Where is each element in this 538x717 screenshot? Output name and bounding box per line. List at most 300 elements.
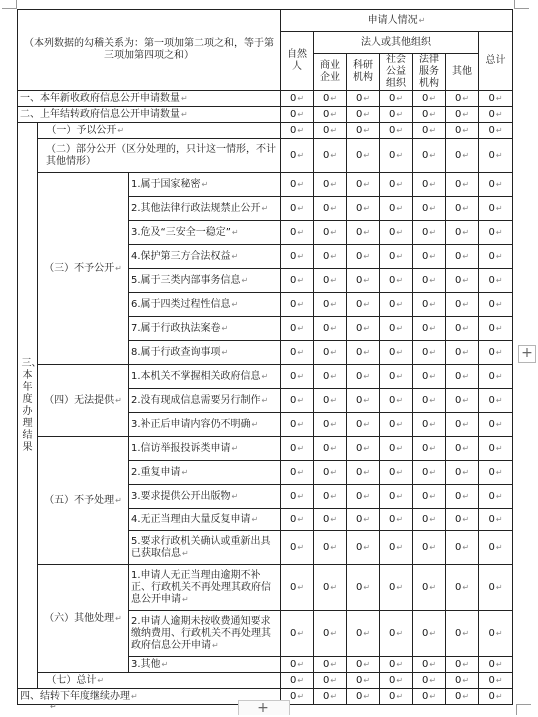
paragraph-mark: ↵ [462, 491, 470, 501]
value-cell [380, 197, 413, 221]
paragraph-mark: ↵ [462, 419, 470, 429]
cell-value: 0 [388, 250, 396, 262]
grant-label: （一）予以公开 [46, 124, 117, 136]
cell-value: 0 [488, 322, 495, 334]
paragraph-mark: ↵ [231, 299, 239, 309]
paragraph-mark: ↵ [330, 275, 338, 285]
paragraph-mark: ↵ [396, 299, 404, 309]
section-three-label: 三、本年度办理结果 [21, 357, 42, 453]
value-cell [347, 139, 380, 173]
cell-value: 0 [488, 466, 495, 478]
cell-value: 0 [355, 149, 363, 161]
paragraph-mark: ↵ [231, 491, 239, 501]
paragraph-mark: ↵ [396, 371, 404, 381]
paragraph-mark: ↵ [297, 628, 305, 638]
cell-value: 0 [355, 442, 363, 454]
value-cell [413, 531, 446, 565]
cell-value: 0 [454, 658, 462, 670]
cell-value: 0 [355, 690, 363, 702]
cell-value: 0 [454, 346, 462, 358]
paragraph-mark: ↵ [221, 347, 229, 357]
other-proc-item-label: 1.申请人无正当理由逾期不补正、行政机关不再处理其政府信息公开申请 [131, 569, 271, 605]
paragraph-mark: ↵ [330, 395, 338, 405]
paragraph-mark: ↵ [462, 675, 470, 685]
section-one-label: 一、本年新收政府信息公开申请数量 [20, 92, 180, 104]
paragraph-mark: ↵ [495, 93, 503, 103]
paragraph-mark: ↵ [462, 93, 470, 103]
cell-value: 0 [421, 346, 429, 358]
value-cell [347, 197, 380, 221]
cell-value: 0 [322, 124, 330, 136]
paragraph-mark: ↵ [50, 702, 57, 711]
other-proc-item [129, 565, 281, 611]
value-cell [314, 269, 347, 293]
cell-value: 0 [421, 394, 429, 406]
row-label-cannot [38, 365, 129, 437]
paragraph-mark: ↵ [429, 628, 437, 638]
table-row [18, 437, 513, 461]
cell-value: 0 [355, 226, 363, 238]
paragraph-mark: ↵ [396, 150, 404, 160]
cell-value: 0 [322, 226, 330, 238]
paragraph-mark: ↵ [396, 347, 404, 357]
paragraph-mark: ↵ [297, 443, 305, 453]
value-cell [380, 437, 413, 461]
research-header [347, 54, 380, 91]
cell-value: 0 [454, 124, 462, 136]
applicant-situation-header [281, 10, 513, 32]
value-cell [446, 173, 479, 197]
value-cell [281, 461, 314, 485]
paragraph-mark: ↵ [429, 691, 437, 701]
paragraph-mark: ↵ [363, 628, 371, 638]
cell-value: 0 [289, 202, 297, 214]
cell-value: 0 [388, 298, 396, 310]
paragraph-mark: ↵ [297, 659, 305, 669]
value-cell [413, 341, 446, 365]
cell-value: 0 [488, 658, 495, 670]
value-cell [479, 107, 513, 123]
paragraph-mark: ↵ [495, 582, 503, 592]
cell-value: 0 [388, 442, 396, 454]
cell-value: 0 [488, 581, 495, 593]
cell-value: 0 [289, 513, 297, 525]
value-cell [446, 657, 479, 673]
cell-value: 0 [388, 346, 396, 358]
paragraph-mark: ↵ [462, 299, 470, 309]
cell-value: 0 [454, 178, 462, 190]
cell-value: 0 [322, 108, 330, 120]
cell-value: 0 [355, 513, 363, 525]
paragraph-mark: ↵ [330, 347, 338, 357]
paragraph-mark: ↵ [462, 395, 470, 405]
paragraph-mark: ↵ [396, 251, 404, 261]
value-cell [413, 689, 446, 705]
paragraph-mark: ↵ [330, 542, 338, 552]
paragraph-mark: ↵ [396, 443, 404, 453]
paragraph-mark: ↵ [429, 419, 437, 429]
paragraph-mark: ↵ [429, 491, 437, 501]
paragraph-mark: ↵ [297, 227, 305, 237]
row-label-total [38, 673, 281, 689]
cell-value: 0 [355, 202, 363, 214]
value-cell [380, 293, 413, 317]
cell-value: 0 [454, 226, 462, 238]
value-cell [314, 293, 347, 317]
paragraph-mark: ↵ [231, 443, 239, 453]
cell-value: 0 [488, 108, 495, 120]
value-cell [281, 485, 314, 509]
value-cell [479, 673, 513, 689]
paragraph-mark: ↵ [396, 125, 404, 135]
cell-value: 0 [322, 541, 330, 553]
value-cell [314, 437, 347, 461]
paragraph-mark: ↵ [396, 179, 404, 189]
value-cell [413, 317, 446, 341]
deny-item-label: 8.属于行政查询事项 [131, 346, 221, 358]
value-cell [413, 269, 446, 293]
noprocess-item [129, 461, 281, 485]
value-cell [347, 123, 380, 139]
value-cell [314, 139, 347, 173]
cell-value: 0 [454, 442, 462, 454]
paragraph-mark: ↵ [182, 548, 189, 558]
value-cell [281, 365, 314, 389]
value-cell [281, 107, 314, 123]
cell-value: 0 [355, 658, 363, 670]
paragraph-mark: ↵ [363, 179, 371, 189]
paragraph-mark: ↵ [429, 467, 437, 477]
value-cell [347, 437, 380, 461]
add-row-bar[interactable] [238, 700, 290, 715]
value-cell [479, 413, 513, 437]
cell-value: 0 [388, 108, 396, 120]
value-cell [347, 509, 380, 531]
value-cell [446, 389, 479, 413]
paragraph-mark: ↵ [396, 227, 404, 237]
page-corner-mark-top-right [514, 0, 529, 9]
cell-value: 0 [322, 394, 330, 406]
section-three-label-cell [18, 123, 42, 689]
value-cell [446, 107, 479, 123]
paragraph-mark: ↵ [330, 109, 338, 119]
value-cell [380, 317, 413, 341]
value-cell [380, 365, 413, 389]
value-cell [380, 689, 413, 705]
value-cell [446, 365, 479, 389]
cell-value: 0 [488, 442, 495, 454]
paragraph-mark: ↵ [363, 323, 371, 333]
cell-value: 0 [355, 466, 363, 478]
value-cell [380, 123, 413, 139]
paragraph-mark: ↵ [495, 275, 503, 285]
paragraph-mark: ↵ [495, 491, 503, 501]
cell-value: 0 [289, 690, 297, 702]
value-cell [314, 509, 347, 531]
cell-value: 0 [454, 108, 462, 120]
cell-value: 0 [421, 658, 429, 670]
paragraph-mark: ↵ [462, 109, 470, 119]
cell-value: 0 [488, 394, 495, 406]
paragraph-mark: ↵ [297, 691, 305, 701]
cell-value: 0 [454, 322, 462, 334]
cell-value: 0 [355, 124, 363, 136]
cell-value: 0 [322, 658, 330, 670]
value-cell [413, 565, 446, 611]
paragraph-mark: ↵ [363, 251, 371, 261]
value-cell [446, 461, 479, 485]
paragraph-mark: ↵ [396, 467, 404, 477]
value-cell [413, 611, 446, 657]
cell-value: 0 [322, 418, 330, 430]
value-cell [446, 91, 479, 107]
value-cell [380, 221, 413, 245]
value-cell [281, 317, 314, 341]
value-cell [347, 485, 380, 509]
deny-item-label: 6.属于四类过程性信息 [131, 298, 231, 310]
paragraph-mark: ↵ [429, 659, 437, 669]
value-cell [347, 389, 380, 413]
cell-value: 0 [421, 418, 429, 430]
value-cell [413, 139, 446, 173]
paragraph-mark: ↵ [429, 323, 437, 333]
cell-value: 0 [454, 92, 462, 104]
paragraph-mark: ↵ [396, 628, 404, 638]
cell-value: 0 [388, 178, 396, 190]
paragraph-mark: ↵ [297, 467, 305, 477]
paragraph-mark: ↵ [181, 467, 189, 477]
value-cell [314, 341, 347, 365]
value-cell [314, 197, 347, 221]
paragraph-mark: ↵ [330, 251, 338, 261]
paragraph-mark: ↵ [429, 347, 437, 357]
paragraph-mark: ↵ [363, 227, 371, 237]
paragraph-mark: ↵ [330, 659, 338, 669]
cell-value: 0 [421, 322, 429, 334]
cell-value: 0 [388, 627, 396, 639]
deny-item-label: 5.属于三类内部事务信息 [131, 274, 241, 286]
value-cell [347, 317, 380, 341]
cell-value: 0 [355, 108, 363, 120]
cell-value: 0 [289, 541, 297, 553]
value-cell [446, 317, 479, 341]
value-cell [347, 341, 380, 365]
paragraph-mark: ↵ [297, 347, 305, 357]
noprocess-item [129, 531, 281, 565]
paragraph-mark: ↵ [261, 203, 269, 213]
noprocess-item-label: 3.要求提供公开出版物 [131, 490, 231, 502]
other-proc-item-label: 2.申请人逾期未按收费通知要求缴纳费用、行政机关不再处理其政府信息公开申请 [131, 615, 271, 651]
paragraph-mark: ↵ [396, 109, 404, 119]
paragraph-mark: ↵ [462, 179, 470, 189]
cell-value: 0 [421, 690, 429, 702]
paragraph-mark: ↵ [330, 491, 338, 501]
cell-value: 0 [322, 274, 330, 286]
value-cell [380, 509, 413, 531]
value-cell [479, 123, 513, 139]
cell-value: 0 [421, 178, 429, 190]
cell-value: 0 [454, 581, 462, 593]
paragraph-mark: ↵ [115, 495, 122, 505]
paragraph-mark: ↵ [297, 675, 305, 685]
paragraph-mark: ↵ [462, 514, 470, 524]
cannot-item [129, 389, 281, 413]
cell-value: 0 [322, 581, 330, 593]
value-cell [479, 531, 513, 565]
value-cell [314, 657, 347, 673]
value-cell [314, 173, 347, 197]
paragraph-mark: ↵ [363, 371, 371, 381]
paragraph-mark: ↵ [396, 323, 404, 333]
value-cell [380, 673, 413, 689]
cell-value: 0 [355, 346, 363, 358]
value-cell [446, 123, 479, 139]
cell-value: 0 [454, 466, 462, 478]
value-cell [347, 413, 380, 437]
cell-value: 0 [421, 442, 429, 454]
cell-value: 0 [355, 418, 363, 430]
paragraph-mark: ↵ [495, 109, 503, 119]
value-cell [479, 197, 513, 221]
value-cell [314, 611, 347, 657]
value-cell [347, 531, 380, 565]
paragraph-mark: ↵ [330, 582, 338, 592]
legal-service-label: 法律服务机构 [419, 54, 439, 89]
paragraph-mark: ↵ [297, 491, 305, 501]
cell-value: 0 [488, 627, 495, 639]
value-cell [380, 389, 413, 413]
value-cell [446, 245, 479, 269]
value-cell [479, 611, 513, 657]
noprocess-item-label: 5.要求行政机关确认或重新出具已获取信息 [131, 535, 271, 559]
value-cell [479, 389, 513, 413]
paragraph-mark: ↵ [495, 542, 503, 552]
cell-value: 0 [289, 346, 297, 358]
paragraph-mark: ↵ [261, 395, 269, 405]
paragraph-mark: ↵ [97, 675, 105, 685]
cell-value: 0 [488, 513, 495, 525]
add-row-button[interactable]: + [257, 700, 269, 716]
value-cell [281, 293, 314, 317]
value-cell [446, 221, 479, 245]
paragraph-mark: ↵ [429, 514, 437, 524]
paragraph-mark: ↵ [330, 125, 338, 135]
value-cell [446, 531, 479, 565]
cannot-item [129, 365, 281, 389]
cell-value: 0 [488, 370, 495, 382]
cell-value: 0 [388, 394, 396, 406]
paragraph-mark: ↵ [363, 443, 371, 453]
paragraph-mark: ↵ [396, 542, 404, 552]
paragraph-mark: ↵ [297, 582, 305, 592]
cell-value: 0 [388, 124, 396, 136]
cell-value: 0 [388, 322, 396, 334]
legal-service-header [413, 54, 446, 91]
value-cell [380, 461, 413, 485]
value-cell [281, 673, 314, 689]
natural-person-header [281, 32, 314, 91]
paragraph-mark: ↵ [363, 582, 371, 592]
deny-item-label: 3.危及“三安全一稳定” [131, 226, 231, 238]
value-cell [479, 139, 513, 173]
paragraph-mark: ↵ [297, 203, 305, 213]
value-cell [281, 269, 314, 293]
cell-value: 0 [322, 322, 330, 334]
other-proc-item [129, 657, 281, 673]
paragraph-mark: ↵ [251, 514, 259, 524]
cell-value: 0 [289, 466, 297, 478]
cell-value: 0 [421, 149, 429, 161]
paragraph-mark: ↵ [495, 251, 503, 261]
cell-value: 0 [322, 370, 330, 382]
deny-item-label: 2.其他法律行政法规禁止公开 [131, 202, 261, 214]
cell-value: 0 [289, 250, 297, 262]
cell-value: 0 [488, 92, 495, 104]
cell-value: 0 [421, 627, 429, 639]
cell-value: 0 [289, 627, 297, 639]
cell-value: 0 [388, 418, 396, 430]
other-proc-label: （六）其他处理 [44, 612, 115, 624]
cell-value: 0 [322, 178, 330, 190]
value-cell [413, 413, 446, 437]
value-cell [314, 565, 347, 611]
value-cell [479, 221, 513, 245]
paragraph-mark: ↵ [429, 542, 437, 552]
value-cell [479, 565, 513, 611]
value-cell [347, 689, 380, 705]
cell-value: 0 [289, 298, 297, 310]
other-proc-item [129, 611, 281, 657]
value-cell [380, 485, 413, 509]
value-cell [446, 139, 479, 173]
paragraph-mark: ↵ [297, 323, 305, 333]
paragraph-mark: ↵ [330, 93, 338, 103]
cell-value: 0 [421, 674, 429, 686]
value-cell [413, 293, 446, 317]
paragraph-mark: ↵ [429, 227, 437, 237]
paragraph-mark: ↵ [462, 275, 470, 285]
value-cell [380, 91, 413, 107]
paragraph-mark: ↵ [297, 251, 305, 261]
add-column-button[interactable]: + [518, 345, 536, 363]
paragraph-mark: ↵ [429, 109, 437, 119]
paragraph-mark: ↵ [495, 675, 503, 685]
deny-label: （三）不予公开 [44, 262, 115, 274]
cell-value: 0 [388, 92, 396, 104]
commercial-header [314, 54, 347, 91]
paragraph-mark: ↵ [330, 628, 338, 638]
value-cell [413, 365, 446, 389]
value-cell [479, 269, 513, 293]
partial-label: （二）部分公开（区分处理的，只计这一情形，不计其他情形） [46, 143, 276, 167]
cell-value: 0 [355, 394, 363, 406]
paragraph-mark: ↵ [429, 251, 437, 261]
cell-value: 0 [388, 541, 396, 553]
cell-value: 0 [388, 466, 396, 478]
value-cell [446, 197, 479, 221]
cell-value: 0 [388, 202, 396, 214]
paragraph-mark: ↵ [221, 323, 229, 333]
value-cell [413, 437, 446, 461]
value-cell [281, 173, 314, 197]
value-cell [479, 657, 513, 673]
research-label: 科研机构 [353, 60, 373, 83]
paragraph-mark: ↵ [418, 15, 426, 25]
cell-value: 0 [322, 149, 330, 161]
paragraph-mark: ↵ [297, 419, 305, 429]
paragraph-mark: ↵ [330, 323, 338, 333]
cell-value: 0 [388, 581, 396, 593]
